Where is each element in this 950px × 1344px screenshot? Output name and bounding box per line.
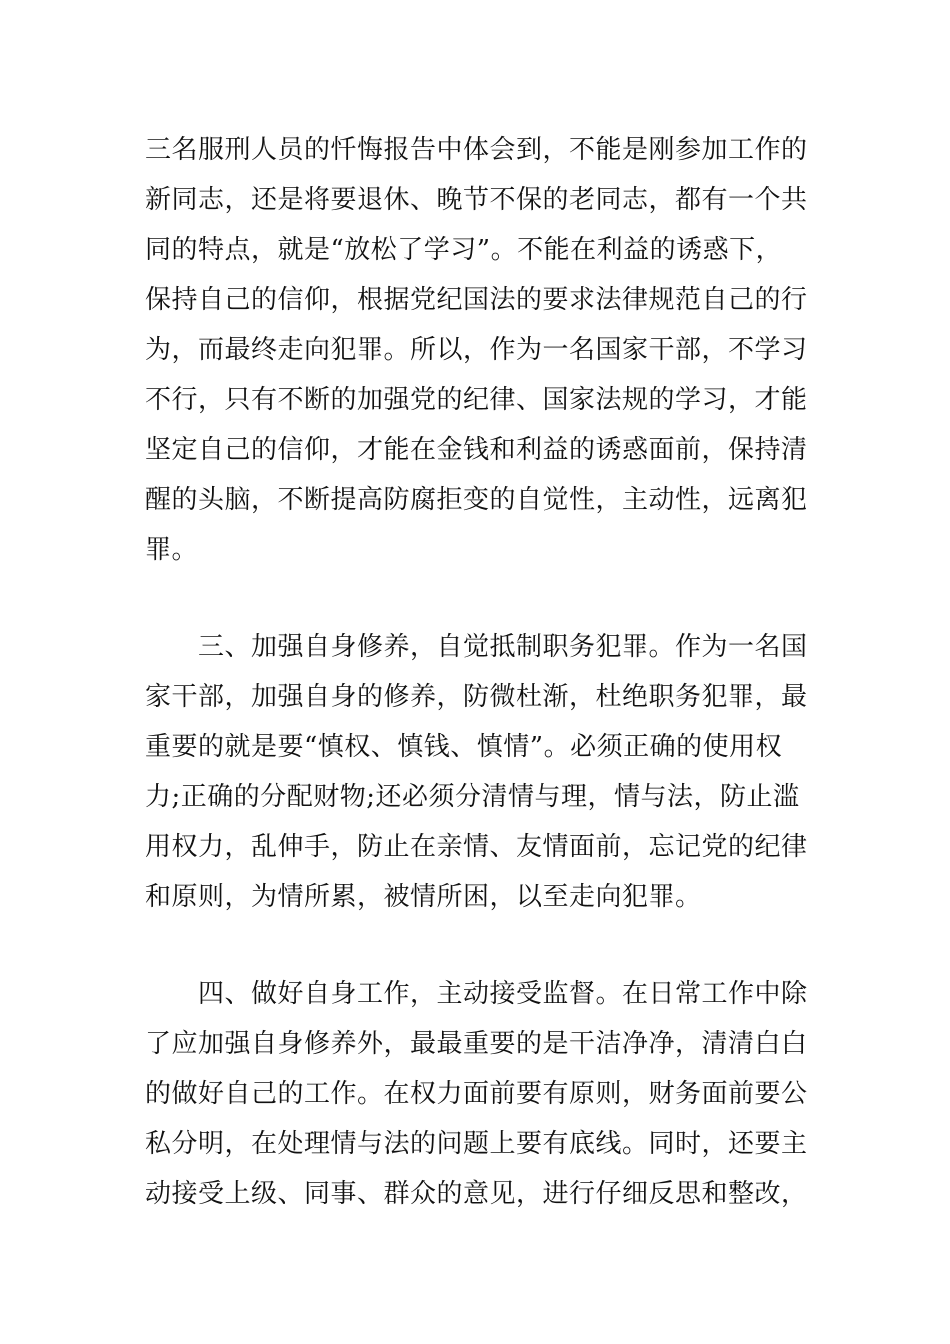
text-line: 三名服刑人员的忏悔报告中体会到，不能是刚参加工作的	[145, 135, 808, 165]
text-line: 同的特点，就是“放松了学习”。不能在利益的诱惑下，	[145, 235, 783, 265]
text-line: 新同志，还是将要退休、晚节不保的老同志，都有一个共	[145, 185, 808, 215]
text-line: 用权力，乱伸手，防止在亲情、友情面前，忘记党的纪律	[145, 832, 808, 862]
text-line: 和原则，为情所累，被情所困，以至走向犯罪。	[145, 882, 702, 912]
text-line: 家干部，加强自身的修养，防微杜渐，杜绝职务犯罪，最	[145, 682, 808, 712]
text-line: 重要的就是要“慎权、慎钱、慎情”。必须正确的使用权	[145, 732, 783, 762]
text-line: 的做好自己的工作。在权力面前要有原则，财务面前要公	[145, 1079, 808, 1109]
paragraph-heading-line: 三、加强自身修养，自觉抵制职务犯罪。作为一名国	[198, 632, 808, 662]
text-line: 了应加强自身修养外，最最重要的是干洁净净，清清白白	[145, 1029, 808, 1059]
text-line: 不行，只有不断的加强党的纪律、国家法规的学习，才能	[145, 385, 808, 415]
text-line: 为，而最终走向犯罪。所以，作为一名国家干部，不学习	[145, 335, 808, 365]
paragraph-heading-line: 四、做好自身工作，主动接受监督。在日常工作中除	[198, 979, 808, 1009]
text-line: 力;正确的分配财物;还必须分清情与理，情与法，防止滥	[145, 782, 800, 812]
text-line: 罪。	[145, 535, 199, 565]
text-line: 动接受上级、同事、群众的意见，进行仔细反思和整改，	[145, 1179, 808, 1209]
text-line: 醒的头脑，不断提高防腐拒变的自觉性，主动性，远离犯	[145, 485, 808, 515]
text-line: 私分明，在处理情与法的问题上要有底线。同时，还要主	[145, 1129, 808, 1159]
text-line: 坚定自己的信仰，才能在金钱和利益的诱惑面前，保持清	[145, 435, 808, 465]
text-line: 保持自己的信仰，根据党纪国法的要求法律规范自己的行	[145, 285, 808, 315]
